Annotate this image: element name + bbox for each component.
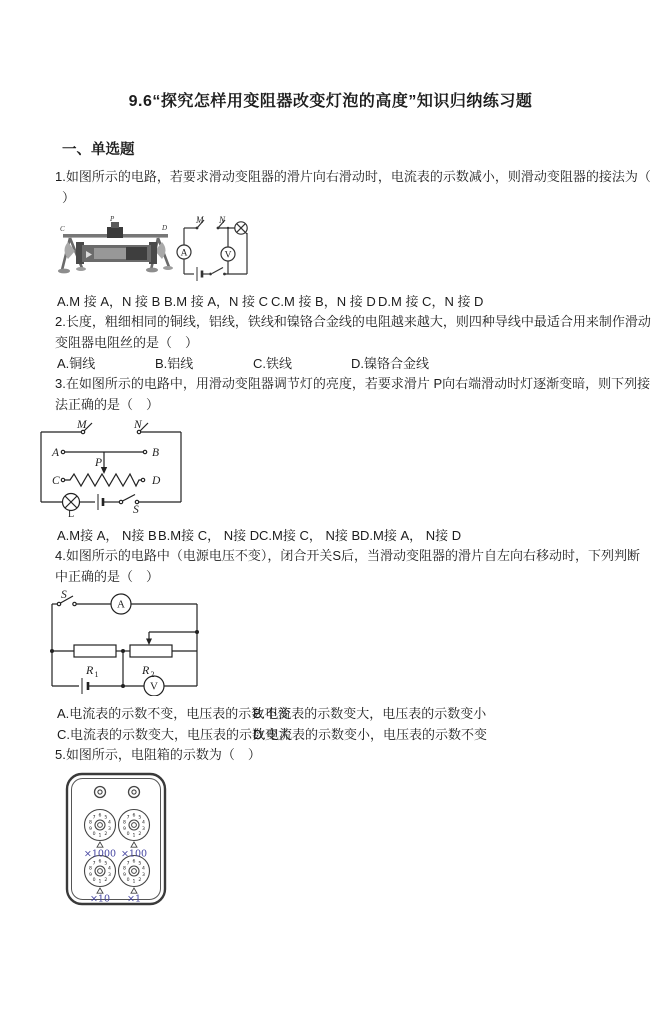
option-a: A.M 接 A，N 接 B — [57, 294, 161, 309]
question-1-figure — [58, 214, 661, 289]
svg-text:9: 9 — [89, 826, 92, 832]
option-b: B.M 接 A，N 接 C — [164, 294, 269, 309]
svg-text:5: 5 — [104, 861, 108, 867]
svg-text:3: 3 — [142, 872, 145, 878]
option-a: A.铜线 — [57, 356, 96, 371]
svg-text:7: 7 — [92, 861, 96, 867]
question-4-text-line2: 中正确的是（ ） — [55, 568, 160, 584]
page-title: 9.6“探究怎样用变阻器改变灯泡的高度”知识归纳练习题 — [128, 93, 533, 110]
svg-text:8: 8 — [89, 866, 92, 872]
label-d: D — [152, 475, 161, 487]
question-3-text-line2: 法正确的是（ ） — [55, 396, 160, 412]
svg-text:4: 4 — [108, 866, 111, 872]
multiplier-x1: ×1 — [126, 893, 142, 904]
ammeter-letter: A — [117, 598, 125, 611]
voltmeter-letter: V — [224, 250, 232, 261]
resistance-box-figure — [55, 769, 177, 909]
question-5-figure — [55, 769, 661, 914]
svg-text:2: 2 — [104, 831, 108, 837]
option-a: A.电流表的示数不变，电压表的示数不变 — [57, 706, 291, 721]
question-3-text-line1: 3.在如图所示的电路中，用滑动变阻器调节灯的亮度，若要求滑片 P向右端滑动时灯逐渐变暗，则下列接 — [55, 376, 651, 391]
question-2-text-line1: 2.长度，粗细相同的铜线，铝线，铁线和镍铬合金线的电阻越来越大，则四种导线中最适合用来制作滑动 — [55, 314, 651, 329]
label-c: C — [52, 475, 60, 487]
question-2 — [0, 312, 661, 374]
svg-text:4: 4 — [108, 820, 111, 826]
lamp-label-l: L — [67, 509, 75, 518]
svg-text:2: 2 — [104, 877, 108, 883]
svg-text:5: 5 — [138, 815, 142, 821]
resistance-box-outline — [67, 774, 165, 904]
question-1-text-line2: ） — [62, 189, 76, 205]
svg-text:0: 0 — [92, 831, 96, 837]
resistor-r1-label: R — [86, 663, 94, 677]
question-2-options — [57, 353, 661, 374]
svg-text:5: 5 — [138, 861, 142, 867]
question-3-options — [57, 525, 661, 546]
svg-text:1: 1 — [132, 879, 136, 885]
svg-text:6: 6 — [132, 859, 136, 865]
rheostat-drawing — [58, 215, 173, 273]
svg-text:8: 8 — [123, 820, 126, 826]
terminal-label-m: M — [196, 215, 204, 225]
svg-text:4: 4 — [142, 866, 145, 872]
multiplier-x10: ×10 — [89, 893, 111, 904]
option-c: C.M 接 B，N 接 D — [271, 294, 376, 309]
svg-text:1: 1 — [98, 833, 102, 839]
section-heading: 一、单选题 — [62, 142, 135, 158]
rheostat-label-c: C — [60, 225, 65, 233]
option-c: C.电流表的示数变大，电压表的示数变大 — [57, 727, 292, 742]
terminal-label-n: N — [219, 215, 226, 225]
svg-text:0: 0 — [92, 877, 96, 883]
question-5-text-line1: 5.如图所示，电阻箱的示数为（ ） — [55, 747, 261, 762]
ammeter-letter: A — [180, 248, 188, 259]
svg-text:2: 2 — [138, 831, 142, 837]
switch-label-s: S — [61, 590, 67, 601]
question-4-options-row1 — [57, 703, 661, 724]
question-3 — [0, 374, 661, 546]
series-circuit-diagram — [42, 590, 210, 696]
question-4-text-line1: 4.如图所示的电路中（电源电压不变），闭合开关S后，当滑动变阻器的滑片自左向右移动时，下列判断 — [55, 548, 641, 563]
question-1 — [0, 167, 661, 312]
question-4-options-row2 — [57, 724, 661, 745]
svg-text:7: 7 — [126, 861, 130, 867]
question-3-figure — [33, 418, 661, 523]
option-b: B.铝线 — [155, 356, 194, 371]
svg-text:6: 6 — [98, 859, 102, 865]
svg-text:9: 9 — [89, 872, 92, 878]
option-d: D.M 接 C，N 接 D — [378, 294, 484, 309]
svg-text:6: 6 — [132, 813, 136, 819]
circuit-wires — [41, 423, 181, 511]
question-1-options — [57, 291, 661, 312]
svg-text:5: 5 — [104, 815, 108, 821]
svg-text:2: 2 — [138, 877, 142, 883]
option-d: D.电流表的示数变小，电压表的示数不变 — [253, 727, 488, 742]
svg-text:3: 3 — [108, 872, 111, 878]
svg-text:7: 7 — [126, 815, 130, 821]
option-d: D.镍铬合金线 — [351, 356, 430, 371]
resistor-r2-label: R — [142, 663, 150, 677]
option-a: A.M接 A， N接 B — [57, 528, 157, 543]
svg-text:0: 0 — [126, 831, 130, 837]
question-1-text-line1: 1.如图所示的电路，若要求滑动变阻器的滑片向右滑动时，电流表的示数减小，则滑动变阻器的接法为（ — [55, 169, 651, 184]
svg-text:8: 8 — [123, 866, 126, 872]
rheostat-label-p: P — [110, 215, 115, 223]
rheostat-and-circuit-figure — [58, 214, 250, 284]
voltmeter-letter: V — [150, 680, 158, 693]
circuit-schematic — [177, 220, 247, 281]
svg-text:8: 8 — [89, 820, 92, 826]
rheostat-label-d: D — [162, 224, 168, 232]
multiplier-x100: ×100 — [120, 848, 148, 859]
multiplier-x1000: ×1000 — [83, 848, 117, 859]
svg-text:9: 9 — [123, 872, 126, 878]
svg-text:3: 3 — [142, 826, 145, 832]
switch-label-s: S — [133, 504, 139, 516]
resistor-r1-subscript: 1 — [94, 670, 99, 679]
svg-text:1: 1 — [98, 879, 102, 885]
label-p: P — [95, 457, 103, 469]
resistor-r2-subscript: 2 — [150, 670, 155, 679]
worksheet-page — [0, 88, 661, 914]
label-a: A — [52, 447, 60, 459]
svg-text:9: 9 — [123, 826, 126, 832]
label-b: B — [152, 447, 160, 459]
terminal-label-m: M — [77, 419, 87, 431]
svg-text:6: 6 — [98, 813, 102, 819]
svg-text:4: 4 — [142, 820, 145, 826]
option-b: B.M接 C， N接 D — [158, 528, 260, 543]
question-4 — [0, 546, 661, 745]
rheostat-circuit-diagram — [33, 418, 191, 518]
question-2-text-line2: 变阻器电阻丝的是（ ） — [55, 334, 199, 350]
svg-text:1: 1 — [132, 833, 136, 839]
svg-text:7: 7 — [92, 815, 96, 821]
question-5 — [0, 745, 661, 914]
option-b: B.电流表的示数变大，电压表的示数变小 — [253, 706, 487, 721]
svg-text:3: 3 — [108, 826, 111, 832]
option-d: D.M接 A， N接 D — [360, 528, 462, 543]
question-4-figure — [42, 590, 661, 701]
terminal-label-n: N — [134, 419, 142, 431]
option-c: C.M接 C， N接 B — [259, 528, 361, 543]
svg-text:0: 0 — [126, 877, 130, 883]
option-c: C.铁线 — [253, 356, 293, 371]
